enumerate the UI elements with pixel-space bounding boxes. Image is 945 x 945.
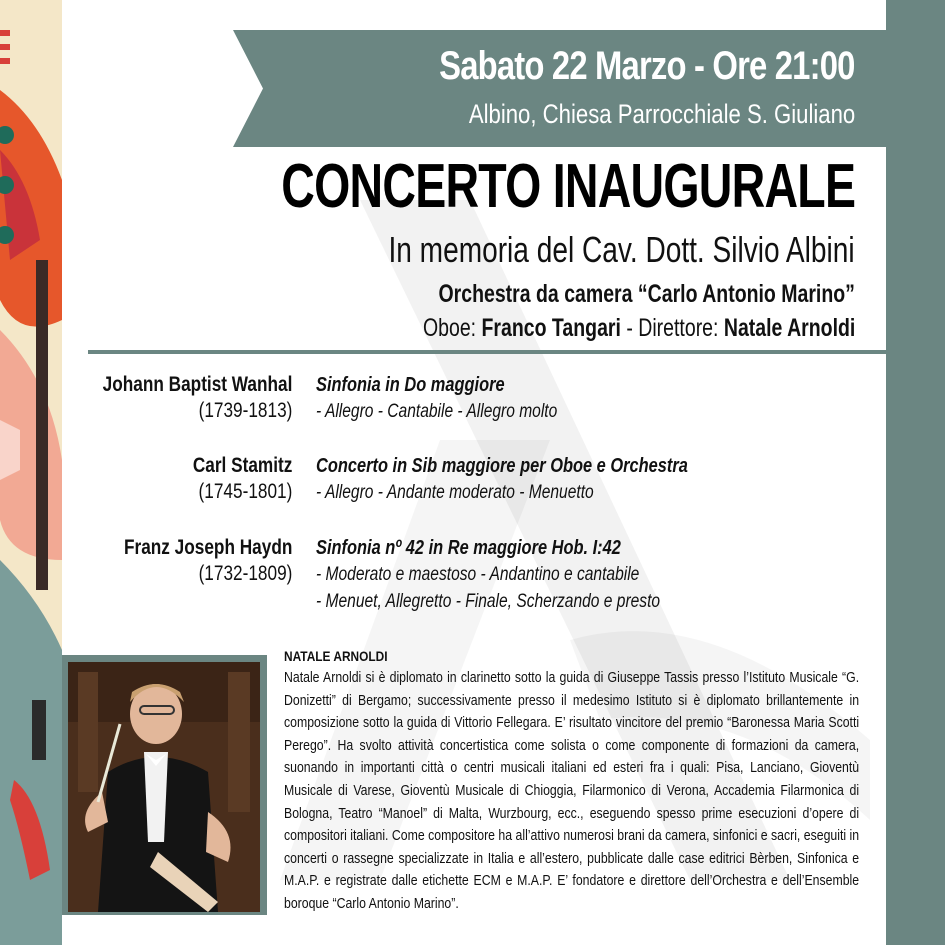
composer-name: Johann Baptist Wanhal <box>102 373 292 396</box>
program-work-2 <box>316 453 688 506</box>
orchestra-name: Orchestra da camera “Carlo Antonio Marino” <box>438 280 855 308</box>
concert-title: CONCERTO INAUGURALE <box>281 152 855 221</box>
performers-line <box>423 316 855 341</box>
work-title: Sinfonia nº 42 in Re maggiore Hob. I:42 <box>316 537 621 559</box>
bio-heading: NATALE ARNOLDI <box>284 648 388 664</box>
instrument-illustration-icon <box>0 0 62 945</box>
conductor-photo <box>68 662 260 912</box>
work-title: Concerto in Sib maggiore per Oboe e Orchestra <box>316 455 688 477</box>
event-date-time: Sabato 22 Marzo - Ore 21:00 <box>439 44 855 88</box>
composer-name: Carl Stamitz <box>192 454 292 477</box>
event-location: Albino, Chiesa Parrocchiale S. Giuliano <box>468 99 855 129</box>
decorative-side-artwork <box>0 0 62 945</box>
section-divider <box>88 350 886 354</box>
program-composer-3 <box>124 535 292 587</box>
composer-years: (1739-1813) <box>198 399 292 422</box>
program-composer-2 <box>192 453 292 505</box>
work-title: Sinfonia in Do maggiore <box>316 374 505 396</box>
work-movements: - Allegro - Andante moderato - Menuetto <box>316 482 594 503</box>
program-composer-1 <box>102 372 292 424</box>
conductor-label: Direttore: <box>637 314 724 342</box>
composer-name: Franz Joseph Haydn <box>123 536 292 559</box>
work-movements: - Allegro - Cantabile - Allegro molto <box>316 401 558 422</box>
work-movements: - Menuet, Allegretto - Finale, Scherzando e presto <box>316 591 661 612</box>
right-accent-bar <box>886 0 945 945</box>
oboe-label: Oboe: <box>422 314 482 342</box>
composer-years: (1745-1801) <box>198 480 292 503</box>
program-work-1 <box>316 372 557 425</box>
performers-separator: - <box>620 314 638 342</box>
conductor-name: Natale Arnoldi <box>723 314 855 342</box>
concert-dedication: In memoria del Cav. Dott. Silvio Albini <box>388 229 855 270</box>
composer-years: (1732-1809) <box>198 562 292 585</box>
conductor-portrait-icon <box>68 662 260 912</box>
bio-text: Natale Arnoldi si è diplomato in clarinetto sotto la guida di Giuseppe Tassis presso l’Istituto Musicale “G. Donizetti” di Bergamo; successivamente presso il medesimo Istituto si è diplomato brillantemente in composizione sotto la guida di Vittorio Fellegara. E’ risultato vincitore del premio “Baronessa Maria Scotti Perego”. Ha svolto attività concertistica come solista o come componente di formazioni da camera, suonando in importanti città o centri musicali italiani ed esteri fra i quali: Pisa, Lanciano, Gioventù Musicale di Varese, Gioventù Musicale di Chioggia, Filarmonico di Verona, Accademia Filarmonica di Bologna, Teatro “Manoel” di Malta, Wurzbourg, ecc., eseguendo spesso prime esecuzioni d’opere di compositori italiani. Come compositore ha all’attivo numerosi brani da camera, sinfonici e sacri, eseguiti in concerti o rassegne specializzate in Italia e all’estero, pubblicate dalle case editrici Bèrben, Sinfonica e M.A.P. e registrate dalle etichette ECM e M.A.P. E’ fondatore e direttore dell’Orchestra e dell’Ensemble boroque “Carlo Antonio Marino”. <box>284 670 860 912</box>
work-movements: - Moderato e maestoso - Andantino e cantabile <box>316 564 640 585</box>
program-work-3 <box>316 535 660 615</box>
oboe-soloist: Franco Tangari <box>481 314 621 342</box>
